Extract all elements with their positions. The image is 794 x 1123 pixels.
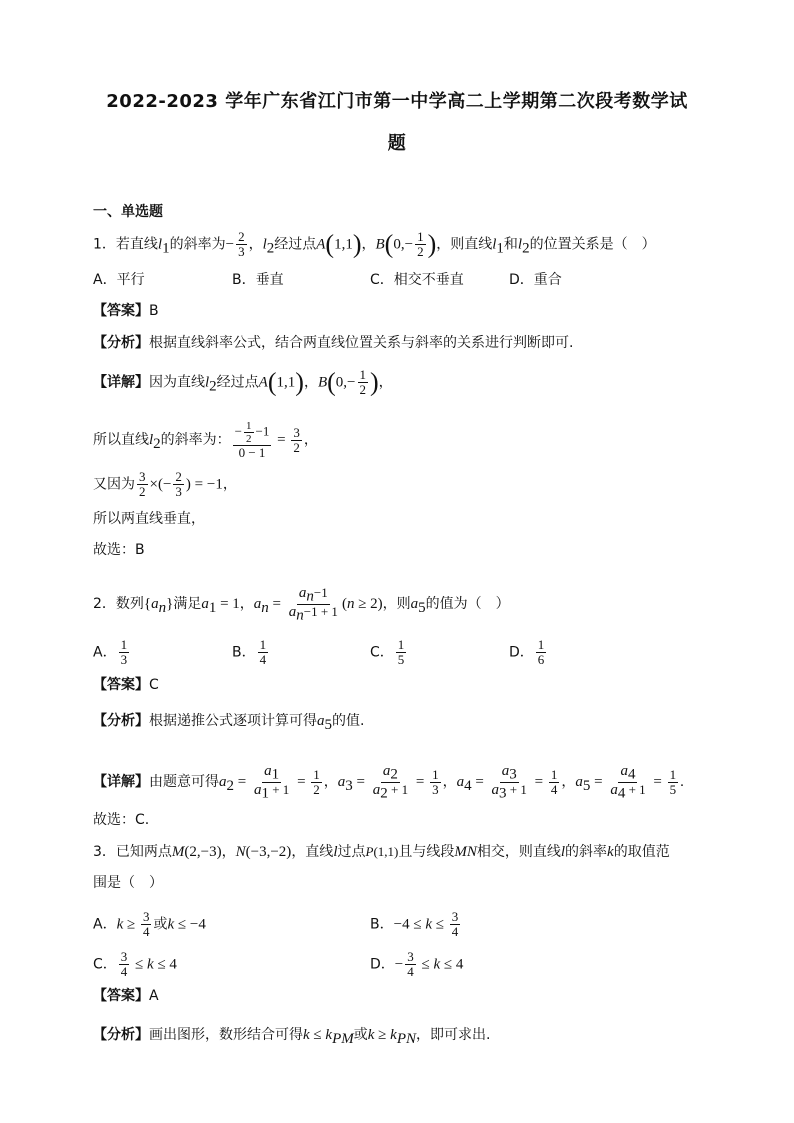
q1-stem-text-2: 的斜率为 [169, 236, 226, 253]
q1-slope-text-2: 的斜率为： [160, 432, 231, 448]
answer-tag: 【答案】 [93, 988, 149, 1004]
q2-option-a: A． $\frac{1}{3}$ [93, 637, 128, 667]
q3-stem-text-2: ，直线 [291, 844, 334, 860]
q2-answer [93, 675, 159, 695]
q2-stem-text: 数列 [115, 596, 144, 613]
q1-analysis [93, 333, 573, 353]
q3-analysis-text: 画出图形，数形结合可得 [149, 1027, 303, 1043]
q1-answer [93, 301, 159, 321]
q3-stem-text-4: 且与线段 [398, 844, 455, 860]
q2-analysis-text-2: 的值. [332, 713, 365, 729]
q3-analysis-text-2: 或 [353, 1027, 368, 1043]
detail-tag: 【详解】 [93, 374, 149, 391]
q1-answer-value: B [149, 303, 159, 319]
q1-conclusion: 所以两直线垂直， [93, 511, 205, 527]
q3-stem-text-3: 过点 [337, 844, 366, 860]
q3-answer [93, 986, 159, 1006]
q1-detail-text-2: 经过点 [216, 374, 259, 391]
q1-stem-text-4: ，则直线 [436, 236, 493, 253]
q1-number: 1． [93, 236, 116, 253]
q2-option-b-label: B． [232, 644, 256, 661]
q3-option-d: D．− $\frac{3}{4}$ ≤ k ≤ 4 [370, 949, 464, 979]
q1-stem-text-6: 的位置关系是（ ） [529, 236, 656, 253]
q2-stem: 2．数列$\{a_n\}$满足$a_1 = 1$，$a_n$ = $\frac{a_n-1}{a_n-1 + 1}$ (n ≥ 2)，则$a_5$的值为（ ） [93, 585, 510, 624]
q2-stem-text-2: 满足 [173, 596, 202, 613]
q3-answer-value: A [149, 988, 159, 1004]
q2-number: 2． [93, 596, 116, 613]
q3-stem: 3．已知两点M(2,−3)，N(−3,−2)，直线l过点P(1,1)且与线段MN相交，则直线l的斜率k的取值范 [93, 844, 670, 860]
q3-option-a: A．k ≥ $\frac{3}{4}$ 或k ≤ −4 [93, 909, 206, 939]
q1-option-b: B．垂直 [232, 272, 284, 288]
q2-stem-text-3: ，则 [382, 596, 411, 613]
detail-tag: 【详解】 [93, 774, 149, 791]
q2-answer-value: C [149, 677, 159, 693]
q2-detail: 【详解】由题意可得$a_2$ = $\frac{a_1}{a_1 + 1}$ = $\frac{1}{2}$ ，$a_3$ = $\frac{a_2}{a_2 + 1}$ = $\frac{1}{3}$ ，$a_4$ = $\frac{a_3}{a_3 + 1}$ = $\frac{1}{4}$ ，$a_5$ = $\frac{a_4}{a_4 + 1}$ = $\frac{1}{5}$ . [93, 763, 684, 802]
q1-option-c: C．相交不垂直 [370, 272, 464, 288]
q3-stem-text-5: 相交，则直线 [476, 844, 561, 860]
q3-option-a-or: 或 [153, 916, 168, 933]
q1-option-a: A．平行 [93, 272, 145, 288]
q3-stem-cont: 围是（ ） [93, 875, 163, 891]
analysis-tag: 【分析】 [93, 713, 149, 729]
answer-tag: 【答案】 [93, 677, 149, 693]
q2-choice: 故选：C. [93, 812, 150, 828]
q3-stem-text: 已知两点 [115, 844, 172, 860]
q2-option-c: C． $\frac{1}{5}$ [370, 637, 405, 667]
q3-number: 3． [93, 844, 116, 860]
q1-product-line: 又因为 $\frac{3}{2}$ ×(− $\frac{2}{3}$ ) = −1， [93, 469, 237, 499]
q2-detail-text: 由题意可得 [149, 774, 219, 791]
q1-option-d: D．重合 [509, 272, 562, 288]
q2-analysis: 【分析】根据递推公式逐项计算可得$a_5$的值. [93, 713, 365, 733]
q2-option-a-label: A． [93, 644, 117, 661]
page-title: 2022-2023 学年广东省江门市第一中学高二上学期第二次段考数学试 [106, 91, 688, 112]
q3-analysis-text-3: ，即可求出. [416, 1027, 491, 1043]
q1-product-text: 又因为 [93, 476, 135, 493]
page-title-cont: 题 [387, 133, 407, 154]
answer-tag: 【答案】 [93, 303, 149, 319]
q3-analysis: 【分析】画出图形，数形结合可得$k \le k_{PM}$或$k \ge k_{PN}$，即可求出. [93, 1027, 491, 1047]
q1-stem: 1．若直线$l_1$的斜率为− $\frac{2}{3}$ ，$l_2$经过点A(1,1)，B(0,− $\frac{1}{2}$ )，则直线$l_1$和$l_2$的位置关系是（ ） [93, 229, 656, 259]
q1-analysis-text: 根据直线斜率公式，结合两直线位置关系与斜率的关系进行判断即可. [149, 335, 574, 351]
q2-analysis-text: 根据递推公式逐项计算可得 [149, 713, 317, 729]
q1-slope-line: 所以直线$l_2$的斜率为： − $\frac{1}{2}$ −1 0 − 1 = $\frac{3}{2}$ ， [93, 420, 318, 460]
q3-option-c: C． $\frac{3}{4}$ ≤ k ≤ 4 [93, 949, 177, 979]
q3-option-a-label: A． [93, 916, 117, 933]
q1-choice: 故选：B [93, 542, 145, 558]
q1-detail: 【详解】因为直线$l_2$经过点A(1,1)，B(0,− $\frac{1}{2}$ )， [93, 367, 393, 397]
q1-slope-text: 所以直线 [93, 432, 149, 448]
q3-stem-text-6: 的斜率 [565, 844, 608, 860]
section-heading: 一、单选题 [93, 204, 163, 220]
q2-option-b: B． $\frac{1}{4}$ [232, 637, 267, 667]
q3-stem-text-7: 的取值范 [613, 844, 670, 860]
q2-stem-text-4: 的值为（ ） [425, 596, 510, 613]
q1-stem-text-5: 和 [503, 236, 518, 253]
q2-option-d: D． $\frac{1}{6}$ [509, 637, 545, 667]
analysis-tag: 【分析】 [93, 335, 149, 351]
analysis-tag: 【分析】 [93, 1027, 149, 1043]
q3-option-b-label: B． [370, 916, 394, 933]
q2-option-c-label: C． [370, 644, 394, 661]
q3-option-c-label: C． [93, 956, 117, 973]
q1-stem-text-3: 经过点 [274, 236, 317, 253]
q3-option-b: B．−4 ≤ k ≤ $\frac{3}{4}$ [370, 909, 459, 939]
q2-option-d-label: D． [509, 644, 534, 661]
q3-option-d-label: D． [370, 956, 395, 973]
q1-detail-text: 因为直线 [149, 374, 205, 391]
q1-stem-text: 若直线 [115, 236, 158, 253]
